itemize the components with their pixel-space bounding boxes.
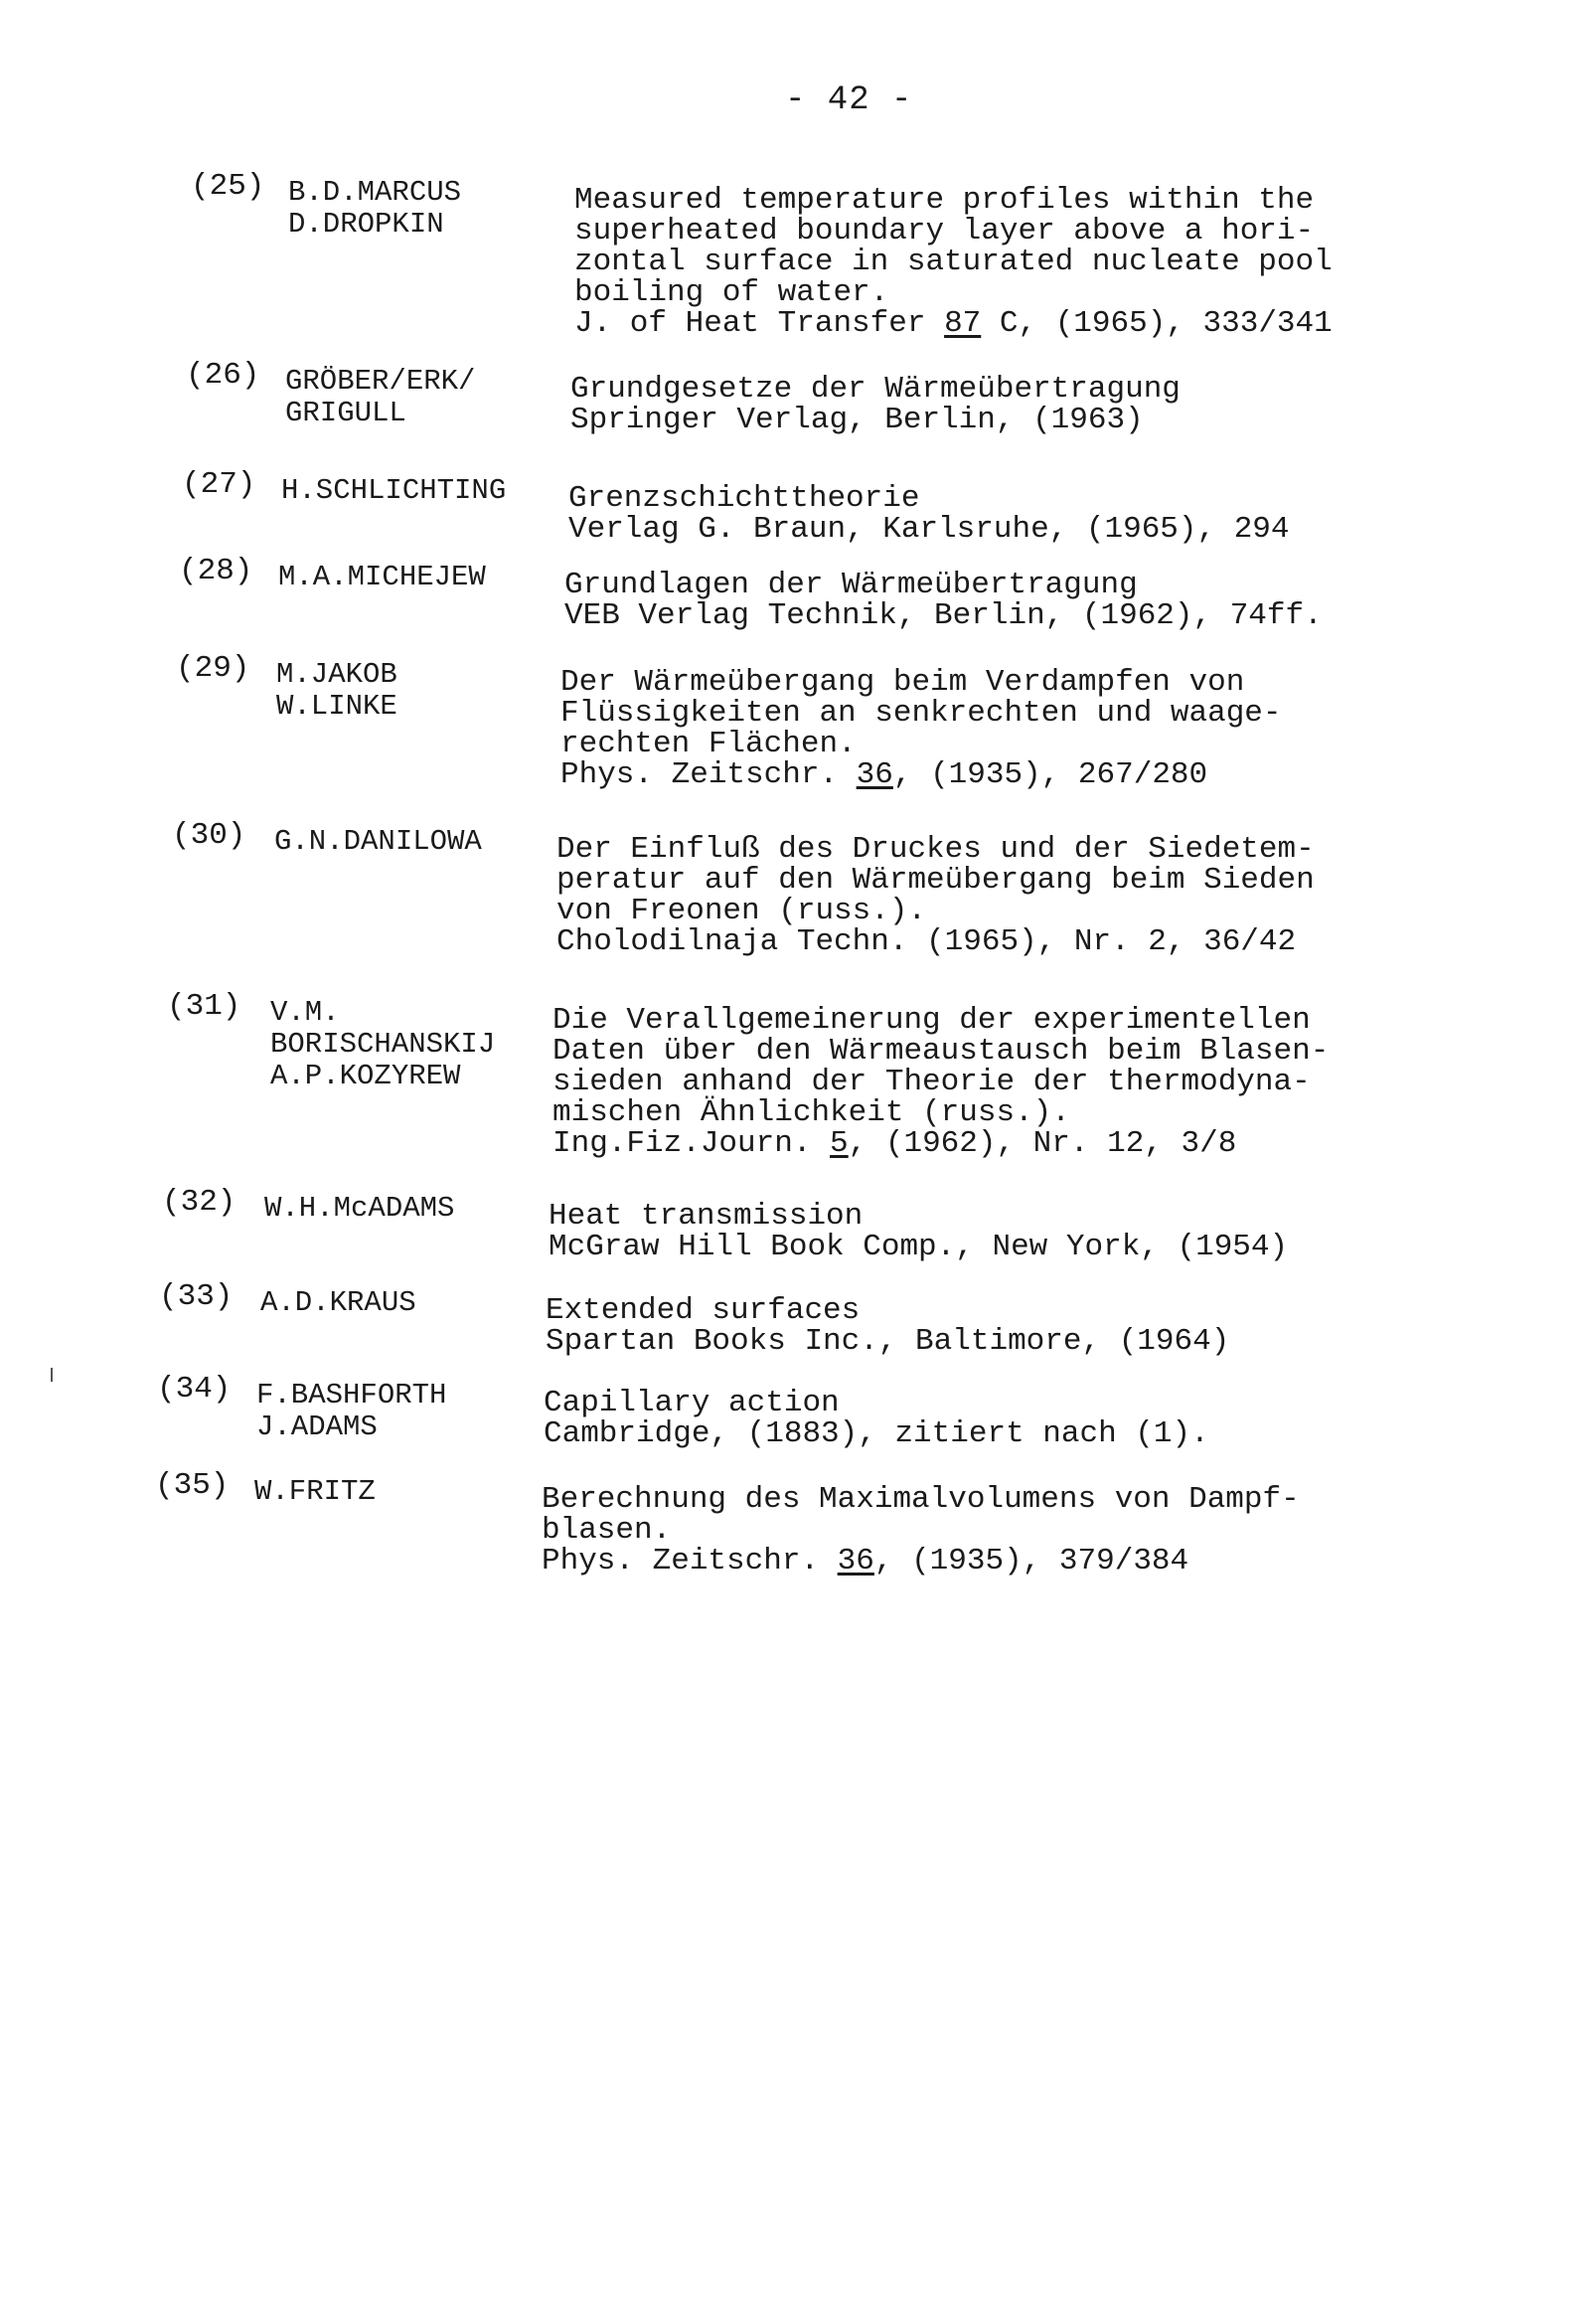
reference-number: (25)	[191, 169, 265, 204]
author-line: B.D.MARCUS	[288, 176, 462, 209]
reference-source-line	[560, 759, 1282, 790]
reference-text-line: von Freonen (russ.).	[556, 894, 927, 928]
reference-text	[542, 1484, 1300, 1577]
reference-authors	[278, 562, 486, 593]
reference-text-line: Flüssigkeiten an senkrechten und waage-	[560, 696, 1282, 731]
reference-text-line: Grundlagen der Wärmeübertragung	[564, 568, 1138, 602]
reference-number: (34)	[157, 1372, 232, 1407]
source-volume: 36	[856, 757, 893, 792]
author-line: M.A.MICHEJEW	[278, 561, 486, 593]
source-details: , (1935), 267/280	[892, 757, 1208, 792]
reference-text-line: rechten Flächen.	[560, 727, 857, 761]
reference-text-line: Heat transmission	[549, 1199, 864, 1234]
reference-text-line: VEB Verlag Technik, Berlin, (1962), 74ff.	[564, 598, 1323, 633]
source-details: C, (1965), 333/341	[981, 306, 1333, 341]
reference-source-line	[552, 1128, 1329, 1159]
reference-number: (31)	[167, 989, 241, 1024]
author-line: BORISCHANSKIJ	[270, 1028, 496, 1061]
source-details: , (1962), Nr. 12, 3/8	[848, 1126, 1237, 1161]
reference-number: (26)	[186, 358, 260, 393]
reference-authors	[260, 1287, 416, 1319]
reference-text-line: Die Verallgemeinerung der experimentellen	[552, 1003, 1311, 1038]
reference-number: (29)	[176, 651, 250, 686]
source-volume: 5	[830, 1126, 849, 1161]
reference-authors	[281, 475, 506, 507]
reference-text-line: Verlag G. Braun, Karlsruhe, (1965), 294	[568, 512, 1290, 547]
source-journal: Phys. Zeitschr.	[542, 1544, 838, 1578]
reference-source-line	[542, 1546, 1300, 1577]
author-line: H.SCHLICHTING	[281, 474, 507, 507]
reference-text-line: zontal surface in saturated nucleate pool	[574, 245, 1333, 279]
reference-text	[560, 667, 1282, 790]
reference-text-line: boiling of water.	[574, 275, 889, 310]
reference-authors	[288, 177, 461, 241]
reference-text	[546, 1295, 1229, 1357]
reference-text-line: Der Wärmeübergang beim Verdampfen von	[560, 665, 1245, 700]
reference-text-line: Capillary action	[544, 1386, 840, 1420]
author-line: D.DROPKIN	[288, 208, 444, 241]
source-journal: Ing.Fiz.Journ.	[552, 1126, 831, 1161]
reference-text-line: Berechnung des Maximalvolumens von Dampf-	[542, 1482, 1300, 1517]
reference-authors	[276, 659, 397, 723]
reference-text-line: blasen.	[542, 1513, 672, 1548]
source-journal: Phys. Zeitschr.	[560, 757, 857, 792]
reference-source-line	[574, 308, 1333, 339]
reference-authors	[254, 1476, 376, 1508]
reference-text-line: Daten über den Wärmeaustausch beim Blasen-	[552, 1034, 1330, 1069]
reference-number: (28)	[179, 554, 253, 588]
author-line: W.LINKE	[276, 690, 397, 723]
reference-authors	[256, 1380, 446, 1443]
reference-text-line: McGraw Hill Book Comp., New York, (1954)	[549, 1230, 1289, 1264]
reference-authors	[264, 1193, 454, 1225]
margin-mark	[51, 1368, 53, 1382]
reference-text	[549, 1201, 1288, 1262]
reference-number: (27)	[182, 467, 256, 502]
author-line: V.M.	[270, 996, 340, 1029]
author-line: GRÖBER/ERK/	[285, 365, 476, 398]
reference-text	[556, 834, 1315, 957]
reference-text	[568, 483, 1290, 545]
author-line: M.JAKOB	[276, 658, 397, 691]
reference-text	[574, 185, 1333, 339]
author-line: W.FRITZ	[254, 1475, 376, 1508]
reference-text-line: superheated boundary layer above a hori-	[574, 214, 1315, 249]
reference-number: (30)	[172, 818, 246, 853]
author-line: J.ADAMS	[256, 1411, 378, 1443]
author-line: F.BASHFORTH	[256, 1379, 447, 1411]
reference-authors	[285, 366, 475, 429]
reference-text-line: Spartan Books Inc., Baltimore, (1964)	[546, 1324, 1230, 1359]
reference-text-line: Measured temperature profiles within the	[574, 183, 1315, 218]
reference-authors	[274, 826, 482, 858]
reference-text-line: mischen Ähnlichkeit (russ.).	[552, 1095, 1070, 1130]
reference-text-line: Grenzschichttheorie	[568, 481, 920, 516]
author-line: A.D.KRAUS	[260, 1286, 416, 1319]
reference-text-line: Extended surfaces	[546, 1293, 861, 1328]
source-details: , (1935), 379/384	[873, 1544, 1189, 1578]
reference-text	[564, 570, 1323, 631]
source-volume: 87	[944, 306, 982, 341]
author-line: GRIGULL	[285, 397, 406, 429]
reference-text-line: Cambridge, (1883), zitiert nach (1).	[544, 1416, 1209, 1451]
reference-number: (33)	[159, 1279, 234, 1314]
reference-text-line: peratur auf den Wärmeübergang beim Sieden	[556, 863, 1315, 898]
reference-number: (35)	[155, 1468, 230, 1503]
author-line: A.P.KOZYREW	[270, 1060, 461, 1092]
reference-text	[544, 1388, 1209, 1449]
page-number: - 42 -	[785, 82, 913, 119]
source-journal: J. of Heat Transfer	[574, 306, 945, 341]
reference-text-line: Grundgesetze der Wärmeübertragung	[570, 372, 1181, 407]
reference-text-line: Springer Verlag, Berlin, (1963)	[570, 403, 1144, 437]
author-line: W.H.McADAMS	[264, 1192, 455, 1225]
reference-authors	[270, 997, 495, 1092]
reference-text-line: sieden anhand der Theorie der thermodyna-	[552, 1065, 1311, 1099]
source-volume: 36	[837, 1544, 874, 1578]
author-line: G.N.DANILOWA	[274, 825, 482, 858]
reference-number: (32)	[162, 1185, 237, 1220]
reference-text	[570, 374, 1181, 435]
reference-text-line: Der Einfluß des Druckes und der Siedetem-	[556, 832, 1315, 867]
reference-text-line: Cholodilnaja Techn. (1965), Nr. 2, 36/42	[556, 924, 1297, 959]
reference-text	[552, 1005, 1329, 1159]
